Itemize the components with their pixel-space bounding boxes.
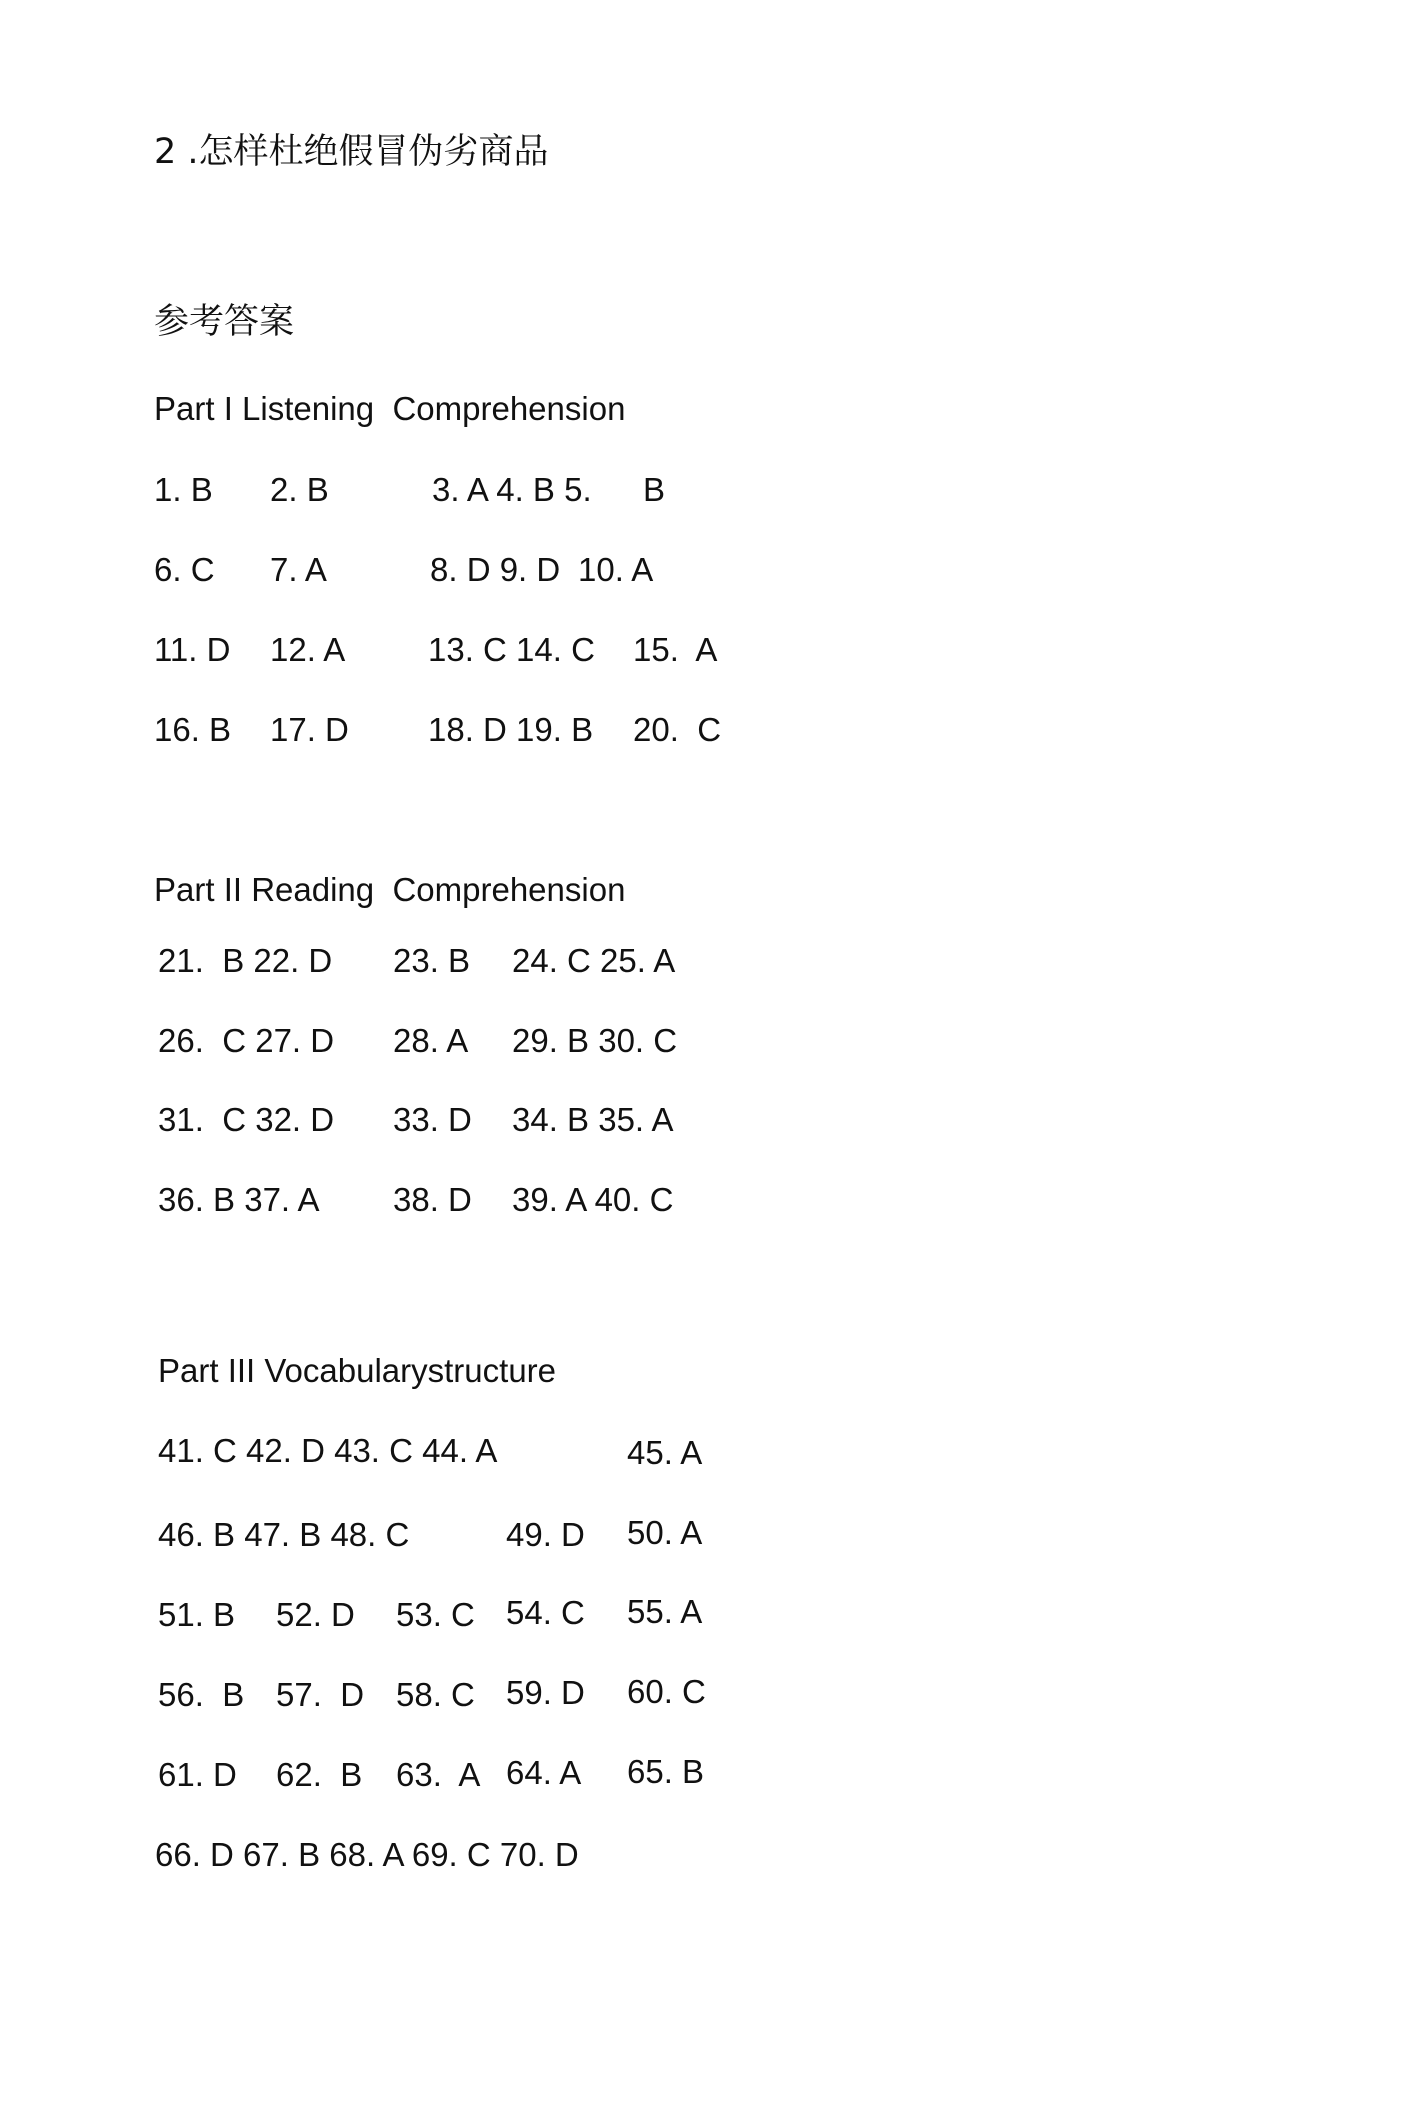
- answer-cell: 58. C: [396, 1676, 475, 1713]
- answer-cell: 65. B: [627, 1753, 705, 1790]
- answer-cell: 28. A: [393, 1022, 469, 1059]
- answer-cell: 15. A: [633, 631, 718, 668]
- answer-cell: 54. C: [506, 1594, 585, 1631]
- answer-cell: 46. B 47. B 48. C: [158, 1516, 410, 1553]
- answer-cell: 57. D: [276, 1676, 365, 1713]
- answer-cell: 53. C: [396, 1596, 475, 1633]
- answer-cell: 33. D: [393, 1101, 472, 1138]
- answer-cell: 24. C 25. A: [512, 942, 676, 979]
- answer-cell: 49. D: [506, 1516, 585, 1553]
- answer-cell: 55. A: [627, 1593, 703, 1630]
- answers-heading: 参考答案: [154, 302, 295, 342]
- answer-cell: 2. B: [270, 471, 329, 508]
- part2-title: Part II Reading Comprehension: [154, 871, 626, 908]
- answer-cell: 59. D: [506, 1674, 585, 1711]
- answer-cell: 16. B: [154, 711, 232, 748]
- answer-cell: 17. D: [270, 711, 349, 748]
- answer-cell: 63. A: [396, 1756, 481, 1793]
- answer-cell: 41. C 42. D 43. C 44. A: [158, 1432, 498, 1469]
- answer-cell: 52. D: [276, 1596, 355, 1633]
- answer-cell: 38. D: [393, 1181, 472, 1218]
- answer-cell: 60. C: [627, 1673, 706, 1710]
- answer-cell: 11. D: [154, 631, 231, 668]
- answer-cell: 56. B: [158, 1676, 245, 1713]
- answer-cell: 51. B: [158, 1596, 236, 1633]
- answer-cell: 64. A: [506, 1754, 582, 1791]
- answer-cell: 39. A 40. C: [512, 1181, 674, 1218]
- answer-cell: 36. B 37. A: [158, 1181, 320, 1218]
- part1-title: Part I Listening Comprehension: [154, 390, 626, 427]
- answer-cell: 62. B: [276, 1756, 363, 1793]
- answer-cell: 6. C: [154, 551, 215, 588]
- answer-cell: 18. D 19. B: [428, 711, 594, 748]
- answer-cell: 21. B 22. D: [158, 942, 333, 979]
- answer-cell: 31. C 32. D: [158, 1101, 335, 1138]
- answer-cell: B: [643, 471, 666, 508]
- answer-cell: 1. B: [154, 471, 213, 508]
- answer-cell: 61. D: [158, 1756, 237, 1793]
- answer-cell: 34. B 35. A: [512, 1101, 674, 1138]
- answer-cell: 29. B 30. C: [512, 1022, 678, 1059]
- answer-cell: 20. C: [633, 711, 722, 748]
- answer-cell: 8. D 9. D: [430, 551, 561, 588]
- part3-title: Part III Vocabularystructure: [158, 1352, 557, 1389]
- answer-cell: 45. A: [627, 1434, 703, 1471]
- answer-cell: 50. A: [627, 1514, 703, 1551]
- answer-cell: 10. A: [578, 551, 654, 588]
- answer-cell: 12. A: [270, 631, 346, 668]
- question-line: 2 .怎样杜绝假冒伪劣商品: [154, 132, 549, 172]
- answer-cell: 66. D 67. B 68. A 69. C 70. D: [155, 1836, 579, 1873]
- answer-cell: 26. C 27. D: [158, 1022, 335, 1059]
- answer-cell: 13. C 14. C: [428, 631, 595, 668]
- answer-cell: 7. A: [270, 551, 327, 588]
- answer-cell: 23. B: [393, 942, 471, 979]
- answer-cell: 3. A 4. B 5.: [432, 471, 592, 508]
